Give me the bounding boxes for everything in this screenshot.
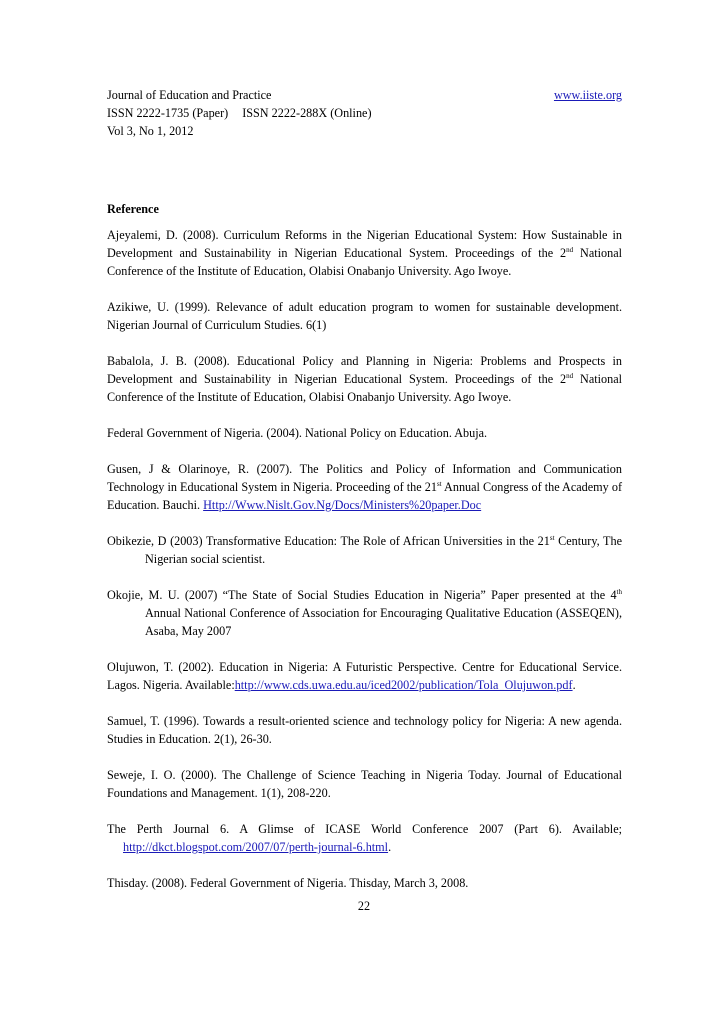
volume-info: Vol 3, No 1, 2012 (107, 124, 194, 138)
journal-header (107, 86, 622, 140)
issn-paper: ISSN 2222-1735 (Paper) (107, 106, 229, 120)
issn-online: ISSN 2222-288X (Online) (242, 106, 372, 120)
reference-item: Obikezie, D (2003) Transformative Education: The Role of African Universities in the 21st Century, The Nigerian social scientist. (107, 533, 623, 566)
reference-item: Gusen, J & Olarinoye, R. (2007). The Politics and Policy of Information and Communication Technology in Educational System in Nigeria. Proceeding of the 21st Annual Congress of the Academy of Education. Bauchi. Http://Www.Nislt.Gov.Ng/Docs/Ministers%20paper.Doc (107, 462, 622, 512)
reference-item: Olujuwon, T. (2002). Education in Nigeria: A Futuristic Perspective. Centre for Educational Service. Lagos. Nigeria. Available:http://www.cds.uwa.edu.au/iced2002/publication/Tola_Olujuwon.pdf. (107, 660, 622, 692)
journal-website-link[interactable]: www.iiste.org (553, 88, 622, 102)
reference-link[interactable]: Http://Www.Nislt.Gov.Ng/Docs/Ministers%20paper.Doc (203, 498, 482, 512)
reference-item: Seweje, I. O. (2000). The Challenge of Science Teaching in Nigeria Today. Journal of Educational Foundations and Management. 1(1), 208-220. (107, 768, 622, 800)
reference-item: Azikiwe, U. (1999). Relevance of adult education program to women for sustainable development. Nigerian Journal of Curriculum Studies. 6(1) (107, 300, 622, 332)
section-heading: Reference (107, 202, 159, 216)
reference-link[interactable]: http://dkct.blogspot.com/2007/07/perth-journal-6.html (123, 840, 389, 854)
reference-item: Okojie, M. U. (2007) “The State of Social Studies Education in Nigeria” Paper presented at the 4th Annual National Conference of Association for Encouraging Qualitative Education (ASSEQEN), Asaba, May 2007 (107, 587, 622, 638)
reference-link[interactable]: http://www.cds.uwa.edu.au/iced2002/publication/Tola_Olujuwon.pdf (234, 678, 573, 692)
reference-item: Ajeyalemi, D. (2008). Curriculum Reforms in the Nigerian Educational System: How Sustainable in Development and Sustainability in Nigerian Educational System. Proceedings of the 2nd National Conference of the Institute of Education, Olabisi Onabanjo University. Ago Iwoye. (107, 228, 623, 278)
reference-item: Babalola, J. B. (2008). Educational Policy and Planning in Nigeria: Problems and Prospects in Development and Sustainability in Nigerian Educational System. Proceedings of the 2nd National Conference of the Institute of Education, Olabisi Onabanjo University. Ago Iwoye. (107, 354, 623, 404)
reference-list (107, 226, 622, 892)
document-page (107, 86, 622, 910)
reference-item: Thisday. (2008). Federal Government of Nigeria. Thisday, March 3, 2008. (107, 876, 469, 890)
journal-title: Journal of Education and Practice (107, 88, 272, 102)
reference-item: Federal Government of Nigeria. (2004). National Policy on Education. Abuja. (107, 426, 488, 440)
reference-item: The Perth Journal 6. A Glimse of ICASE World Conference 2007 (Part 6). Available; http://dkct.blogspot.com/2007/07/perth-journal-6.html. (107, 822, 622, 854)
page-number: 22 (357, 899, 371, 913)
reference-item: Samuel, T. (1996). Towards a result-oriented science and technology policy for Nigeria: A new agenda. Studies in Education. 2(1), 26-30. (107, 714, 622, 746)
